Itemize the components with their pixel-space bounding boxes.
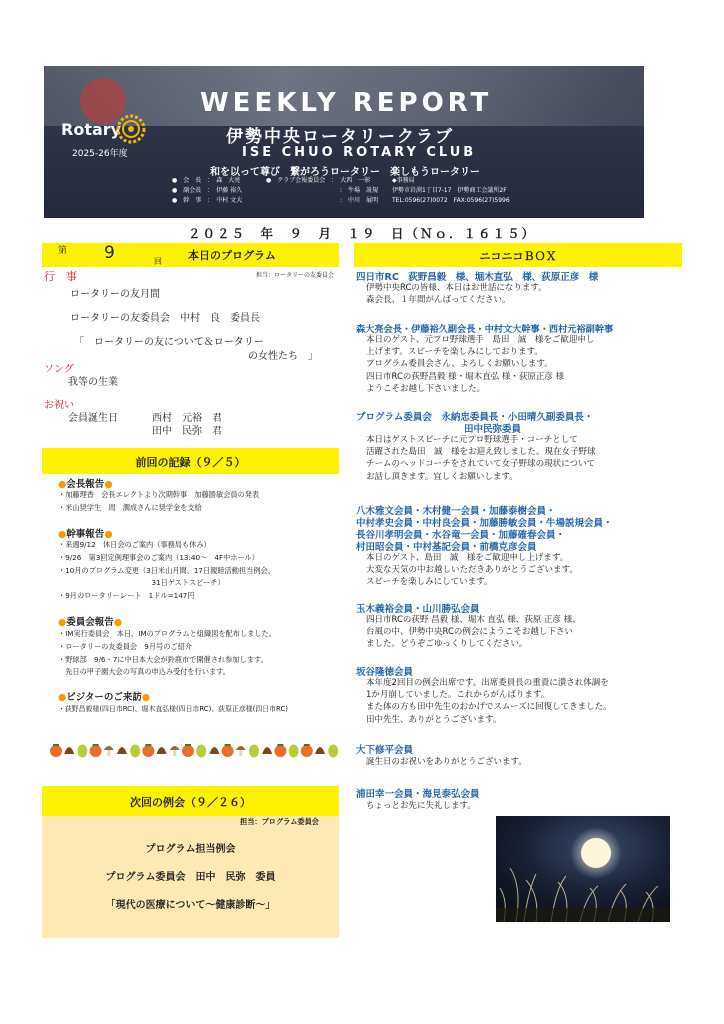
event-line: ロータリーの友月間 [70, 289, 160, 300]
report-line: ・米山奨学生 周 潤成さんに奨学金を支給 [58, 503, 202, 512]
persimmon-icon [182, 744, 194, 757]
donor-names: 森大亮会長・伊藤裕久副会長・中村文大幹事・西村元裕副幹事 [356, 324, 614, 335]
donor-names: 田中民弥委員 [464, 424, 522, 435]
term-label: 2025-26年度 [72, 149, 128, 159]
event-line: の女性たち 」 [248, 351, 318, 362]
mushroom-icon [170, 746, 180, 756]
song-label: ソング [44, 364, 74, 375]
report-line: ・9月のロータリーレート 1ドル=147円 [58, 591, 195, 600]
report-title: WEEKLY REPORT [200, 88, 493, 118]
donor-names: 浦田幸一会員・海見泰弘会員 [356, 789, 480, 800]
donor-message: 伊勢中央RCの皆様、本日はお世話になります。 森会長、１年間がんばってください。 [366, 283, 547, 306]
donor-names: 村田昭会員・中村基記会員・前橋克彦会員 [356, 542, 537, 553]
persimmon-icon [274, 744, 286, 757]
moon-photo [496, 816, 670, 922]
meeting-number-prefix: 第 [58, 246, 68, 256]
chestnut-icon [209, 747, 219, 754]
pear-icon [249, 745, 259, 758]
chestnut-icon [157, 747, 167, 754]
rotary-logo-text: Rotary [61, 120, 122, 139]
report-line: ・野球部 9/6・7に中日本大会が鈴鹿市で開催され参加します。 [58, 655, 268, 664]
next-meeting-title: 次回の例会（９／２６） [130, 796, 251, 809]
celebration-label: お祝い [44, 400, 74, 411]
donor-names: 坂谷隆徳会員 [356, 667, 414, 678]
mushroom-icon [104, 746, 114, 756]
report-line: ・来週9/12 休日会のご案内（事務局も休み） [58, 540, 211, 549]
report-line: ・加藤理香 会長エレクトより次期幹事 加藤勝敏会員の発表 [58, 490, 260, 499]
issue-date: ２０２５ 年 ９ 月 １９ 日（Ｎｏ．１６１５） [187, 226, 536, 241]
event-line: ロータリーの友委員会 中村 良 委員長 [70, 313, 260, 324]
section-heading: ●幹事報告● [58, 529, 113, 540]
section-heading: ●委員会報告● [58, 617, 123, 628]
persimmon-icon [90, 744, 102, 757]
chestnut-icon [262, 747, 272, 754]
event-label: 行 事 [44, 270, 77, 283]
donor-names: 大下修平会員 [356, 745, 414, 756]
persimmon-icon [301, 744, 313, 757]
donor-message: 本年度2回目の例会出席です。出席委員長の重責に潰され体調を 1か月崩していました。これからがんばります。 また体の方も田中先生のおかげでスムーズに回復してきました。 田中先生、ありがとうございます。 [366, 678, 612, 725]
today-program-title: 本日のプログラム [188, 249, 276, 262]
donor-names: 長谷川孝明会員・水谷竜一会員・加藤確春会員・ [356, 530, 566, 541]
donor-message: 本日のゲスト、島田 誠 様をご歓迎申し上げます。 大変な天気の中お越しいただきありがとうございます。 スピーチを楽しみにしています。 [366, 553, 578, 588]
donor-names: 四日市RC 荻野昌毅 様、堀木直弘 様、荻原正彦 様 [356, 272, 599, 283]
autumn-fruit-border [48, 738, 346, 762]
event-line: 「 ロータリーの友について＆ロータリー [74, 337, 264, 348]
pear-icon [196, 745, 206, 758]
pear-icon [328, 745, 338, 758]
report-line: ・9/26 第3回定例理事会のご案内（13:40～ 4F中ホール） [58, 553, 259, 562]
donor-message: 四日市RCの荻野 昌毅 様、堀木 直弘 様、荻原 正彦 様、 台風の中、伊勢中央RCの例会にようこそお越し下さい ました。どうぞごゆっくりしてください。 [366, 615, 581, 650]
report-line: 31日ゲストスピーチ） [58, 578, 225, 587]
donor-message: 誕生日のお祝いをありがとうございます。 [366, 757, 527, 767]
next-meeting-topic: 「現代の医療について～健康診断～」 [105, 900, 276, 911]
report-line: ・荻野昌毅様(四日市RC)、堀木直弘様(四日市RC)、荻原正彦様(四日市RC) [58, 705, 288, 713]
birthday-name: 田中 民弥 君 [152, 426, 222, 437]
donor-names: 八木雅文会員・木村健一会員・加藤泰樹会員・ [356, 506, 556, 517]
club-name-jp: 伊勢中央ロータリークラブ [226, 127, 454, 147]
pear-icon [77, 745, 87, 758]
donor-message: 本日はゲストスピーチに元プロ野球選手・コーチとして 活躍された島田 誠 様をお迎え致しました。現在女子野球 チームのヘッドコーチをされていて女子野球の現状について お話し頂きます。宜しくお願いします。 [366, 435, 596, 482]
section-heading: ●会長報告● [58, 479, 113, 490]
pear-icon [289, 745, 299, 758]
donor-message: ちょっとお先に失礼します。 [366, 801, 476, 811]
report-line: ・10月のプログラム変更（3日米山月間、17日親睦活動担当例会、 [58, 566, 275, 575]
meeting-number-suffix: 回 [154, 257, 162, 266]
report-line: ・IM実行委員会 本日、IMのプログラムと組織図を配布しました。 [58, 629, 276, 638]
office-info: ◆事務局 伊勢市岩渕1丁目7-17 伊勢商工会議所2F TEL:0596(27)0072 FAX:0596(27)5996 [392, 177, 510, 204]
chestnut-icon [117, 747, 127, 754]
report-line: 先日の甲子園大会の写真の申込み受付を行います。 [58, 667, 230, 676]
song-title: 我等の生業 [68, 377, 118, 388]
officers-list: ● 会 長 ： 森 大亮 ● 副会長 ： 伊藤 裕久 ● 幹 事 ： 中村 文大 [172, 177, 243, 204]
next-meeting-speaker: プログラム委員会 田中 民弥 委員 [105, 872, 276, 883]
today-host: 担当：ロータリーの友委員会 [256, 272, 335, 279]
pear-icon [130, 745, 140, 758]
persimmon-icon [50, 744, 62, 757]
next-meeting-host: 担当：プログラム委員会 [240, 817, 319, 826]
rotary-wheel-icon [116, 114, 146, 144]
donor-names: プログラム委員会 永納忠委員長・小田晴久副委員長・ [356, 412, 594, 423]
section-heading: ●ビジターのご来訪● [58, 692, 151, 703]
mushroom-icon [236, 746, 246, 756]
club-motto: 和を以って尊び 繋がろうロータリー 楽しもうロータリー [210, 167, 480, 178]
meeting-number: 9 [104, 243, 115, 263]
chestnut-icon [315, 747, 325, 754]
persimmon-icon [142, 744, 154, 757]
next-meeting-type: プログラム担当例会 [145, 844, 236, 855]
nikoniko-title: ニコニコＢＯＸ [479, 250, 557, 263]
previous-record-title: 前回の記録（９／５） [135, 456, 246, 469]
report-line: ・ロータリーの友委員会 9月号のご紹介 [58, 642, 192, 651]
donor-names: 中村孝史会員・中村良会員・加藤勝敏会員・牛場説規会員・ [356, 518, 613, 529]
donor-message: 本日のゲスト、元プロ野球選手 島田 誠 様をご歓迎申し 上げます。スピーチを楽しみにしております。 プログラム委員会さん、よろしくお願いします。 四日市RCの荻野昌毅 様・堀木直弘 様・荻原正彦 様 ようこそお越し下さいました。 [366, 335, 595, 394]
header-banner [44, 66, 644, 218]
birthday-name: 西村 元裕 君 [152, 413, 222, 424]
club-name-en: ISE CHUO ROTARY CLUB [242, 145, 477, 160]
persimmon-icon [222, 744, 234, 757]
committee-list: ● クラブ会報委員会 ： 大西 一彰 : 牛場 説規 : 中川 展明 [266, 177, 379, 204]
chestnut-icon [64, 747, 74, 754]
donor-names: 玉木義裕会員・山川勝弘会員 [356, 604, 480, 615]
birthday-label: 会員誕生日 [68, 413, 118, 424]
